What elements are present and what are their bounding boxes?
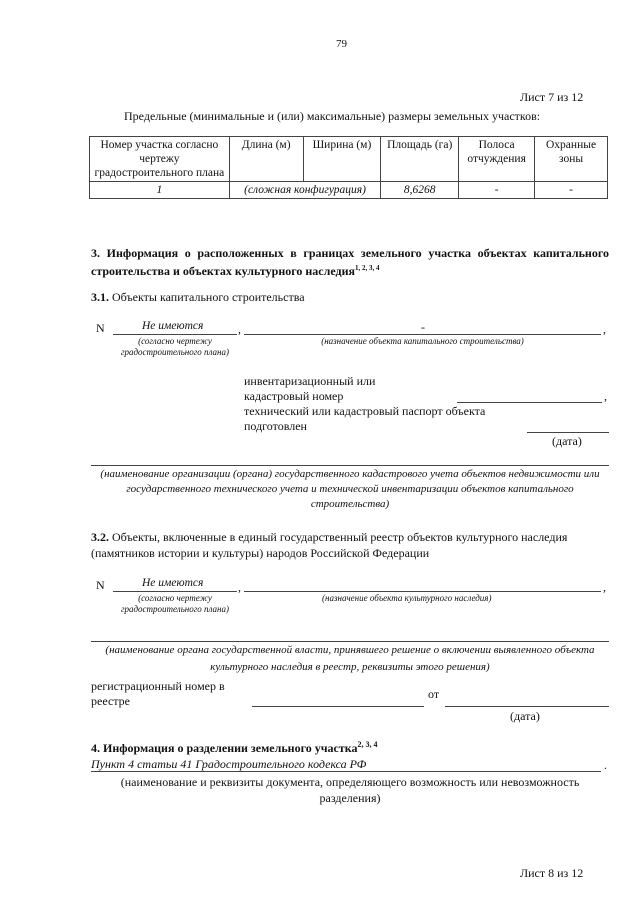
sheet-number-top: Лист 7 из 12 bbox=[520, 90, 584, 104]
section-4-ref-1: 2 bbox=[357, 740, 362, 749]
comma-1: , bbox=[238, 322, 241, 336]
comma-2: , bbox=[603, 322, 606, 336]
comma-3: , bbox=[604, 389, 607, 403]
heritage-purpose-underline bbox=[244, 591, 601, 592]
org-caption: (наименование организации (органа) государственного кадастрового учета объектов недвижимости или государственного технического учета и технической инвентаризации объектов капитального строительства) bbox=[100, 468, 600, 510]
header-strip: Полоса отчуждения bbox=[459, 137, 535, 182]
lot-dimensions-table bbox=[89, 136, 608, 199]
cell-area: 8,6268 bbox=[381, 182, 459, 199]
table-header-row bbox=[90, 137, 608, 182]
cell-lot: 1 bbox=[90, 182, 230, 199]
section-4-heading-text: 4. Информация о разделении земельного участка bbox=[91, 741, 358, 755]
passport-date-caption: (дата) bbox=[552, 434, 582, 448]
section-4-heading bbox=[91, 740, 377, 756]
section-4-caption: (наименование и реквизиты документа, определяющего возможность или невозможность разделения) bbox=[120, 775, 580, 805]
reg-number-label: регистрационный номер в реестре bbox=[91, 679, 225, 708]
table-title: Предельные (минимальные и (или) максимальные) размеры земельных участков: bbox=[124, 109, 541, 123]
section-3-2-heading bbox=[91, 529, 609, 561]
section-4-ref-3: 4 bbox=[373, 740, 378, 749]
section-3-1-heading bbox=[91, 290, 305, 305]
section-3-1-number: 3.1. bbox=[91, 290, 109, 304]
org-underline bbox=[91, 465, 609, 466]
reg-date-underline bbox=[445, 706, 609, 707]
purpose-underline bbox=[244, 334, 601, 335]
cell-zones: - bbox=[535, 182, 608, 199]
section-4-ref-2: 3 bbox=[365, 740, 370, 749]
comma-2b: , bbox=[603, 580, 606, 594]
sheet-number-bottom: Лист 8 из 12 bbox=[520, 866, 584, 880]
from-label: от bbox=[428, 687, 440, 701]
inventory-underline bbox=[457, 402, 602, 403]
passport-label: технический или кадастровый паспорт объекта подготовлен bbox=[244, 404, 486, 433]
page-number: 79 bbox=[336, 38, 347, 50]
authority-caption: (наименование органа государственной власти, принявшего решение о включении выявленного объекта культурного наследия в реестр, реквизиты этого решения) bbox=[105, 644, 595, 673]
section-3-2-number: 3.2. bbox=[91, 530, 109, 544]
table-row bbox=[90, 182, 608, 199]
n-caption: (согласно чертежу градостроительного плана) bbox=[120, 336, 230, 357]
header-zones: Охранные зоны bbox=[535, 137, 608, 182]
inventory-label: инвентаризационный или кадастровый номер bbox=[244, 374, 376, 403]
section-3-heading bbox=[91, 246, 609, 279]
section-4-ref-sep-1: , bbox=[361, 740, 366, 749]
header-width: Ширина (м) bbox=[303, 137, 381, 182]
cell-strip: - bbox=[459, 182, 535, 199]
n-value-underline bbox=[113, 334, 237, 335]
n-value: Не имеются bbox=[142, 320, 204, 332]
section-4-ref-sep-2: , bbox=[369, 740, 374, 749]
n-value-2: Не имеются bbox=[142, 577, 204, 589]
n-caption-2: (согласно чертежу градостроительного плана) bbox=[120, 593, 230, 614]
reg-date-caption: (дата) bbox=[510, 709, 540, 723]
comma-1b: , bbox=[238, 580, 241, 594]
section-4-period: . bbox=[604, 758, 607, 772]
header-lot-number: Номер участка согласно чертежу градостроительного плана bbox=[90, 137, 230, 182]
section-3-1-title: Объекты капитального строительства bbox=[109, 290, 305, 304]
purpose-value: - bbox=[421, 320, 425, 334]
n-value-2-underline bbox=[113, 591, 237, 592]
heritage-purpose-caption: (назначение объекта культурного наследия) bbox=[322, 593, 492, 603]
n-label: N bbox=[96, 321, 105, 335]
header-length: Длина (м) bbox=[229, 137, 303, 182]
cell-length-width: (сложная конфигурация) bbox=[229, 182, 381, 199]
reg-number-underline bbox=[252, 706, 424, 707]
section-3-heading-text: 3. Информация о расположенных в границах земельного участка объектах капитального строительства и объектах культурного наследия bbox=[91, 246, 609, 278]
section-3-2-title: Объекты, включенные в единый государственный реестр объектов культурного наследия (памятников истории и культуры) народов Российской Федерации bbox=[91, 530, 568, 560]
section-4-value: Пункт 4 статьи 41 Градостроительного кодекса РФ bbox=[91, 757, 367, 771]
passport-date-underline bbox=[527, 432, 609, 433]
n-label-2: N bbox=[96, 578, 105, 592]
purpose-caption: (назначение объекта капитального строительства) bbox=[321, 336, 524, 346]
header-area: Площадь (га) bbox=[381, 137, 459, 182]
section-3-footnote-refs: 1, 2, 3, 4 bbox=[355, 264, 380, 272]
section-4-underline bbox=[91, 771, 601, 772]
